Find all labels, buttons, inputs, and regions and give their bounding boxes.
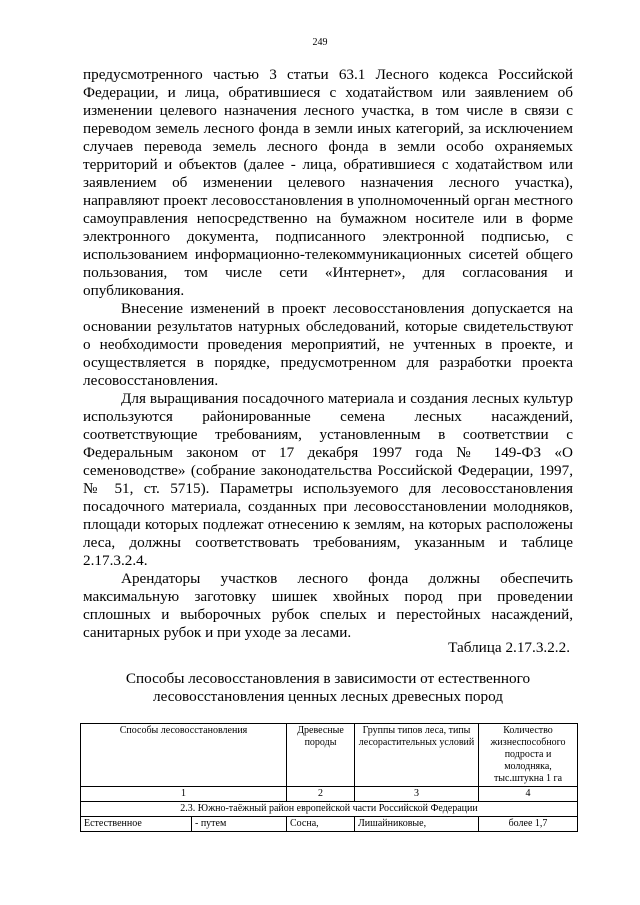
- reforestation-table: [80, 723, 578, 832]
- col-number-1: 1: [81, 787, 287, 802]
- table-row: [81, 817, 578, 832]
- header-species: Древесные породы: [287, 724, 355, 787]
- paragraph-4: Арендаторы участков лесного фонда должны обеспечить максимальную заготовку шишек хвойных пород при проведении сплошных и выборочных рубок спелых и перестойных насаждений, санитарных рубок и при уходе за лесами.: [83, 570, 573, 641]
- cell-submethod: - путем: [192, 817, 287, 832]
- cell-method: Естественное: [81, 817, 192, 832]
- body-text: [83, 66, 573, 642]
- table-title: [83, 670, 573, 706]
- table-label: Таблица 2.17.3.2.2.: [448, 639, 570, 656]
- table-header-row: [81, 724, 578, 787]
- table-title-line-2: лесовосстановления ценных лесных древесных пород: [153, 688, 503, 705]
- cell-quantity: более 1,7: [479, 817, 578, 832]
- table-number-row: [81, 787, 578, 802]
- paragraph-2: Внесение изменений в проект лесовосстановления допускается на основании результатов натурных обследований, которые свидетельствуют о необходимости проведения мероприятий, не учтенных в проекте, и осуществляется в порядке, предусмотренном для разработки проекта лесовосстановления.: [83, 300, 573, 389]
- paragraph-1: предусмотренного частью 3 статьи 63.1 Лесного кодекса Российской Федерации, и лица, обратившиеся с ходатайством или заявлением об изменении целевого назначения лесного участка, в том числе в связи с переводом земель лесного фонда в земли иных категорий, за исключением случаев перевода земель лесного фонда в земли особо охраняемых территорий и объектов (далее - лица, обратившиеся с ходатайством или заявлением об изменении целевого назначения лесного участка), направляют проект лесовосстановления в уполномоченный орган местного самоуправления непосредственно на бумажном носителе или в форме электронного документа, подписанного электронной подписью, с использованием информационно-телекоммуникационных сисетей общего пользования, том числе сети «Интернет», для согласования и опубликования.: [83, 66, 573, 299]
- cell-forest-type: Лишайниковые,: [355, 817, 479, 832]
- table-section-row: [81, 802, 578, 817]
- col-number-4: 4: [479, 787, 578, 802]
- section-heading: 2.3. Южно-таёжный район европейской части Российской Федерации: [81, 802, 578, 817]
- page-number: 249: [312, 37, 328, 48]
- col-number-2: 2: [287, 787, 355, 802]
- paragraph-3: Для выращивания посадочного материала и создания лесных культур используются районированные семена лесных насаждений, соответствующие требованиям, установленным в соответствии с Федеральным законом от 17 декабря 1997 года № 149-ФЗ «О семеноводстве» (собрание законодательства Российской Федерации, 1997, № 51, ст. 5715). Параметры используемого для лесовосстановления посадочного материала, созданных при лесовосстановлении молодняков, площади которых подлежат отнесению к землям, на которых расположены леса, должны соответствовать требованиям, указанным и таблице 2.17.3.2.4.: [83, 390, 573, 569]
- cell-species: Сосна,: [287, 817, 355, 832]
- table-title-line-1: Способы лесовосстановления в зависимости от естественного: [125, 670, 531, 687]
- col-number-3: 3: [355, 787, 479, 802]
- header-methods: Способы лесовосстановления: [81, 724, 287, 787]
- header-forest-types: Группы типов леса, типы лесорастительных условий: [355, 724, 479, 787]
- header-quantity: Количество жизнеспособного подроста и молодняка, тыс.штукна 1 га: [479, 724, 578, 787]
